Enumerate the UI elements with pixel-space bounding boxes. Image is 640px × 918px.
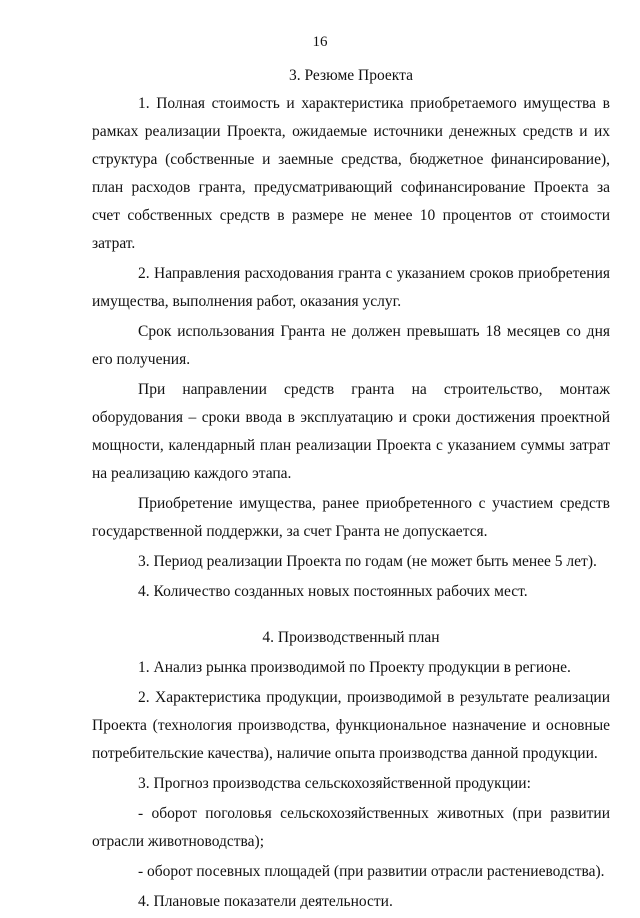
section-4-paragraph-1: 1. Анализ рынка производимой по Проекту продукции в регионе. [138, 659, 571, 676]
section-3-paragraph-4: При направлении средств гранта на строительство, монтаж оборудования – сроки ввода в эксплуатацию и сроки достижения проектной мощности, календарный план реализации Проекта с указанием суммы затрат на реализацию каждого этапа. [92, 381, 610, 482]
section-3-paragraph-3: Срок использования Гранта не должен превышать 18 месяцев со дня его получения. [92, 323, 610, 368]
page-number: 16 [312, 34, 328, 50]
section-4-paragraph-3: 3. Прогноз производства сельскохозяйственной продукции: [138, 775, 531, 792]
section-3-paragraph-5: Приобретение имущества, ранее приобретенного с участием средств государственной поддержки, за счет Гранта не допускается. [92, 495, 610, 540]
document-body [92, 62, 610, 918]
section-4-heading: 4. Производственный план [262, 629, 440, 646]
section-4-paragraph-2: 2. Характеристика продукции, производимой в результате реализации Проекта (технология производства, функциональное назначение и основные потребительские качества), наличие опыта производства данной продукции. [92, 689, 610, 762]
section-3-paragraph-6: 3. Период реализации Проекта по годам (не может быть менее 5 лет). [138, 553, 597, 570]
section-3-paragraph-2: 2. Направления расходования гранта с указанием сроков приобретения имущества, выполнения работ, оказания услуг. [92, 265, 610, 310]
section-4-paragraph-4: - оборот поголовья сельскохозяйственных животных (при развитии отрасли животноводства); [92, 805, 610, 850]
section-4-paragraph-5: - оборот посевных площадей (при развитии отрасли растениеводства). [138, 863, 605, 880]
section-4-paragraph-6: 4. Плановые показатели деятельности. [138, 893, 393, 910]
section-3-heading: 3. Резюме Проекта [289, 67, 413, 84]
section-3-paragraph-1: 1. Полная стоимость и характеристика приобретаемого имущества в рамках реализации Проекта, ожидаемые источники денежных средств и их структура (собственные и заемные средства, бюджетное финансирование), план расходов гранта, предусматривающий софинансирование Проекта за счет собственных средств в размере не менее 10 процентов от стоимости затрат. [92, 95, 610, 252]
section-3-paragraph-7: 4. Количество созданных новых постоянных рабочих мест. [138, 583, 528, 600]
